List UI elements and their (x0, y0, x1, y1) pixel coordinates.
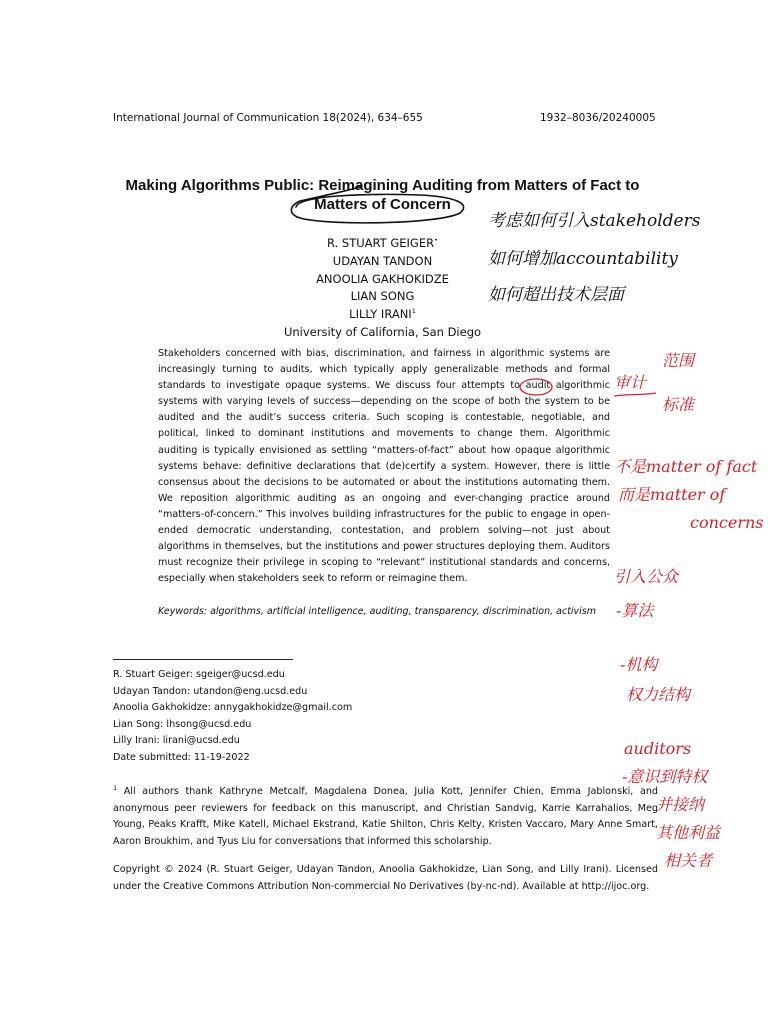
note-red: auditors (624, 739, 692, 758)
note-red: 范围 (662, 351, 695, 370)
copyright-notice: Copyright © 2024 (R. Stuart Geiger, Udayan Tandon, Anoolia Gakhokidze, Lian Song, and Lilly Irani). Licensed under the Creative Commons Attribution Non-commercial No Derivatives (by-nc-nd). Available at http://ijoc.org. (113, 864, 658, 892)
author-name: LILLY IRANI$^1$ (349, 307, 416, 322)
author-mark: • (434, 236, 438, 245)
email-line: Lilly Irani: lirani@ucsd.edu (113, 735, 240, 747)
author-name: R. STUART GEIGER• (327, 236, 438, 250)
note-red: 而是matter of (618, 485, 726, 504)
author-emails (113, 667, 352, 767)
note-red: 其他利益 (656, 823, 721, 842)
footnote-mark: 1 (411, 307, 416, 316)
note-red: concerns (690, 513, 764, 532)
note-red: 不是matter of fact (614, 457, 758, 476)
note-black: 如何超出技术层面 (488, 285, 624, 305)
email-line: Udayan Tandon: utandon@eng.ucsd.edu (113, 685, 308, 697)
paper-title (110, 176, 655, 214)
abstract: Stakeholders concerned with bias, discrimination, and fairness in algorithmic systems are increasingly turning to audits, which typically apply generalizable methods and formal standards to investigate opaque systems. We discuss four attempts to audit algorithmic systems with varying levels of success—depending on the scope of both the system to be audited and the audit’s success criteria. Such scoping is contestable, negotiable, and political, linked to dominant institutions and movements to change them. Algorithmic auditing is typically envisioned as settling “matters-of-fact” about how opaque algorithmic systems behave: definitive declarations that (de)certify a system. However, there is little consensus about the decisions to be automated or about the institutions automating them. We reposition algorithmic auditing as an ongoing and ever-changing practice around “matters-of-concern.” This involves building infrastructures for the public to engage in open-ended democratic understanding, contestation, and problem solving—not just about algorithms in themselves, but the institutions and power structures deploying them. Auditors must recognize their privilege in scoping to “relevant” institutional standards and concerns, especially when stakeholders seek to reform or reimagine them. (158, 348, 610, 585)
date-submitted: Date submitted: 11-19-2022 (113, 751, 250, 763)
title-line-2: Matters of Concern (314, 196, 451, 213)
note-black: 考虑如何引入stakeholders (488, 211, 701, 231)
note-red: 相关者 (664, 851, 713, 870)
footnote-number: 1 (113, 783, 118, 792)
email-line: Lian Song: lhsong@ucsd.edu (113, 718, 252, 730)
keywords (158, 606, 618, 617)
issn: 1932–8036/20240005 (540, 112, 656, 124)
note-red: -机构 (620, 655, 658, 674)
red-underline-mark (614, 393, 656, 396)
author-name: ANOOLIA GAKHOKIDZE (316, 271, 449, 286)
keywords-value: algorithms, artificial intelligence, auditing, transparency, discrimination, activism (210, 606, 597, 617)
note-red: 审计 (614, 373, 647, 392)
note-red: 引入公众 (614, 567, 679, 586)
title-line-1: Making Algorithms Public: Reimagining Auditing from Matters of Fact to (125, 177, 640, 194)
footnote-divider (113, 659, 293, 660)
email-line: R. Stuart Geiger: sgeiger@ucsd.edu (113, 669, 285, 680)
author-block (240, 235, 525, 342)
email-line: Anoolia Gakhokidze: annygakhokidze@gmail.com (113, 702, 353, 714)
author-name: UDAYAN TANDON (332, 253, 433, 268)
audit-word: audit (525, 380, 551, 392)
note-red: 标准 (662, 395, 695, 414)
journal-citation: International Journal of Communication 18(2024), 634–655 (113, 112, 423, 124)
author-name: LIAN SONG (350, 289, 415, 304)
note-red: 并接纳 (656, 795, 705, 814)
footnote: $^1$ All authors thank Kathryne Metcalf, Magdalena Donea, Julia Kott, Jennifer Chien, Emma Jablonski, and anonymous peer reviewers for feedback on this manuscript, and Christian Sandvig, Karrie Karrahalios, Meg Young, Peaks Krafft, Mike Katell, Michael Ekstrand, Katie Shilton, Chris Kelty, Kristen Vaccaro, Mary Anne Smart, Aaron Broukhim, and Tyus Liu for conversations that informed this scholarship. (113, 783, 658, 847)
affiliation: University of California, San Diego (283, 324, 482, 339)
note-red: -意识到特权 (622, 767, 708, 786)
note-red: 权力结构 (626, 685, 691, 704)
keywords-label: Keywords: (158, 606, 208, 617)
note-red: -算法 (616, 601, 654, 620)
note-black: 如何增加accountability (488, 249, 678, 269)
